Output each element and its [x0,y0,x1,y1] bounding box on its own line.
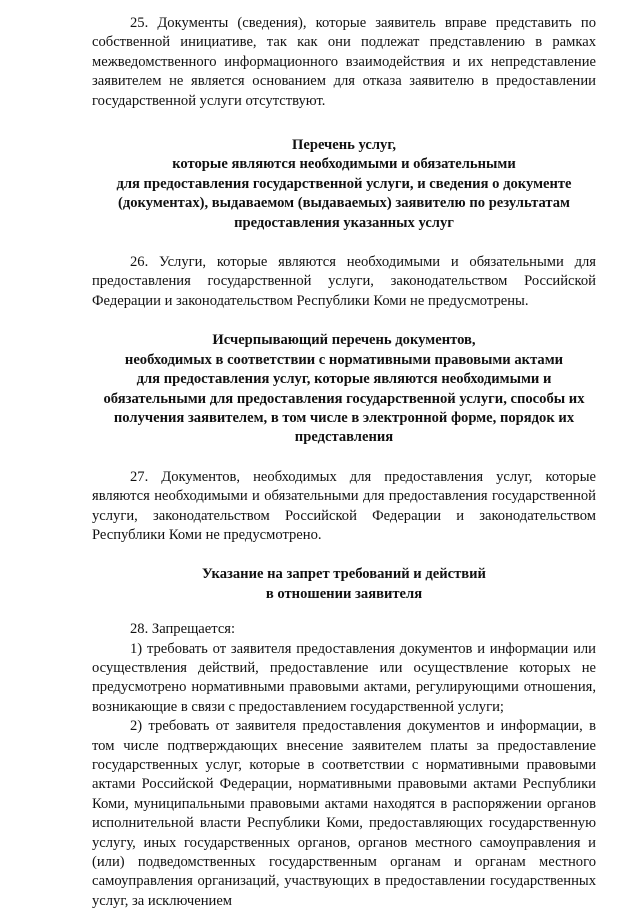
heading-line: которые являются необходимыми и обязательными [172,156,516,173]
heading-line: необходимых в соответствии с нормативными правовыми актами [124,351,564,368]
paragraph-26: 26. Услуги, которые являются необходимыми и обязательными для предоставления государственной услуги, законодательством Российской Федерации и законодательством Республики Коми не предусмотрены. [92,254,596,309]
heading-line: Перечень услуг, [292,137,396,154]
heading-line: в отношении заявителя [265,585,423,602]
heading-prohibition [92,565,596,604]
heading-line: (документах), выдаваемом (выдаваемых) заявителю по результатам [118,195,570,212]
heading-line: для предоставления государственной услуги, и сведения о документе [116,175,572,192]
heading-line: для предоставления услуг, которые являются необходимыми и [136,371,552,388]
heading-line: Указание на запрет требований и действий [202,566,486,583]
paragraph-28: 28. Запрещается: [130,621,236,638]
heading-line: предоставления указанных услуг [234,214,454,231]
heading-documents-list [92,331,596,447]
heading-line: получения заявителем, в том числе в электронной форме, порядок их [113,409,575,426]
paragraph-27: 27. Документов, необходимых для предоставления услуг, которые являются необходимыми и обязательными для предоставления государственной услуги, законодательством Российской Федерации и законодательством Республики Коми не предусмотрено. [92,468,596,543]
heading-line: Исчерпывающий перечень документов, [212,332,476,349]
paragraph-28-item-1: 1) требовать от заявителя предоставления документов и информации или осуществления действий, предоставление или осуществление которых не предусмотрено нормативными правовыми актами, регулирующими отношения, возникающие в связи с предоставлением государственной услуги; [92,640,596,715]
heading-line: представления [294,429,394,446]
document-page [92,14,596,911]
heading-line: обязательными для предоставления государственной услуги, способы их [103,390,585,407]
paragraph-28-item-2: 2) требовать от заявителя предоставления документов и информации, в том числе подтверждающих внесение заявителем платы за предоставление государственных услуг, которые в соответствии с нормативными правовыми актами Российской Федерации, нормативными правовыми актами Республики Коми, муниципальными правовыми актами находятся в распоряжении органов исполнительной власти Республики Коми, предоставляющих государственную услугу, иных государственных органов, органов местного самоуправления и (или) подведомственных государственным органам и органам местного самоуправления организаций, участвующих в предоставлении государственных услуг, за исключением [92,718,596,909]
heading-services-list [92,136,596,233]
paragraph-25: 25. Документы (сведения), которые заявитель вправе представить по собственной инициативе, так как они подлежат представлению в рамках межведомственного информационного взаимодействия и их непредставление заявителем не является основанием для отказа заявителю в предоставлении государственной услуги отсутствуют. [92,15,596,109]
